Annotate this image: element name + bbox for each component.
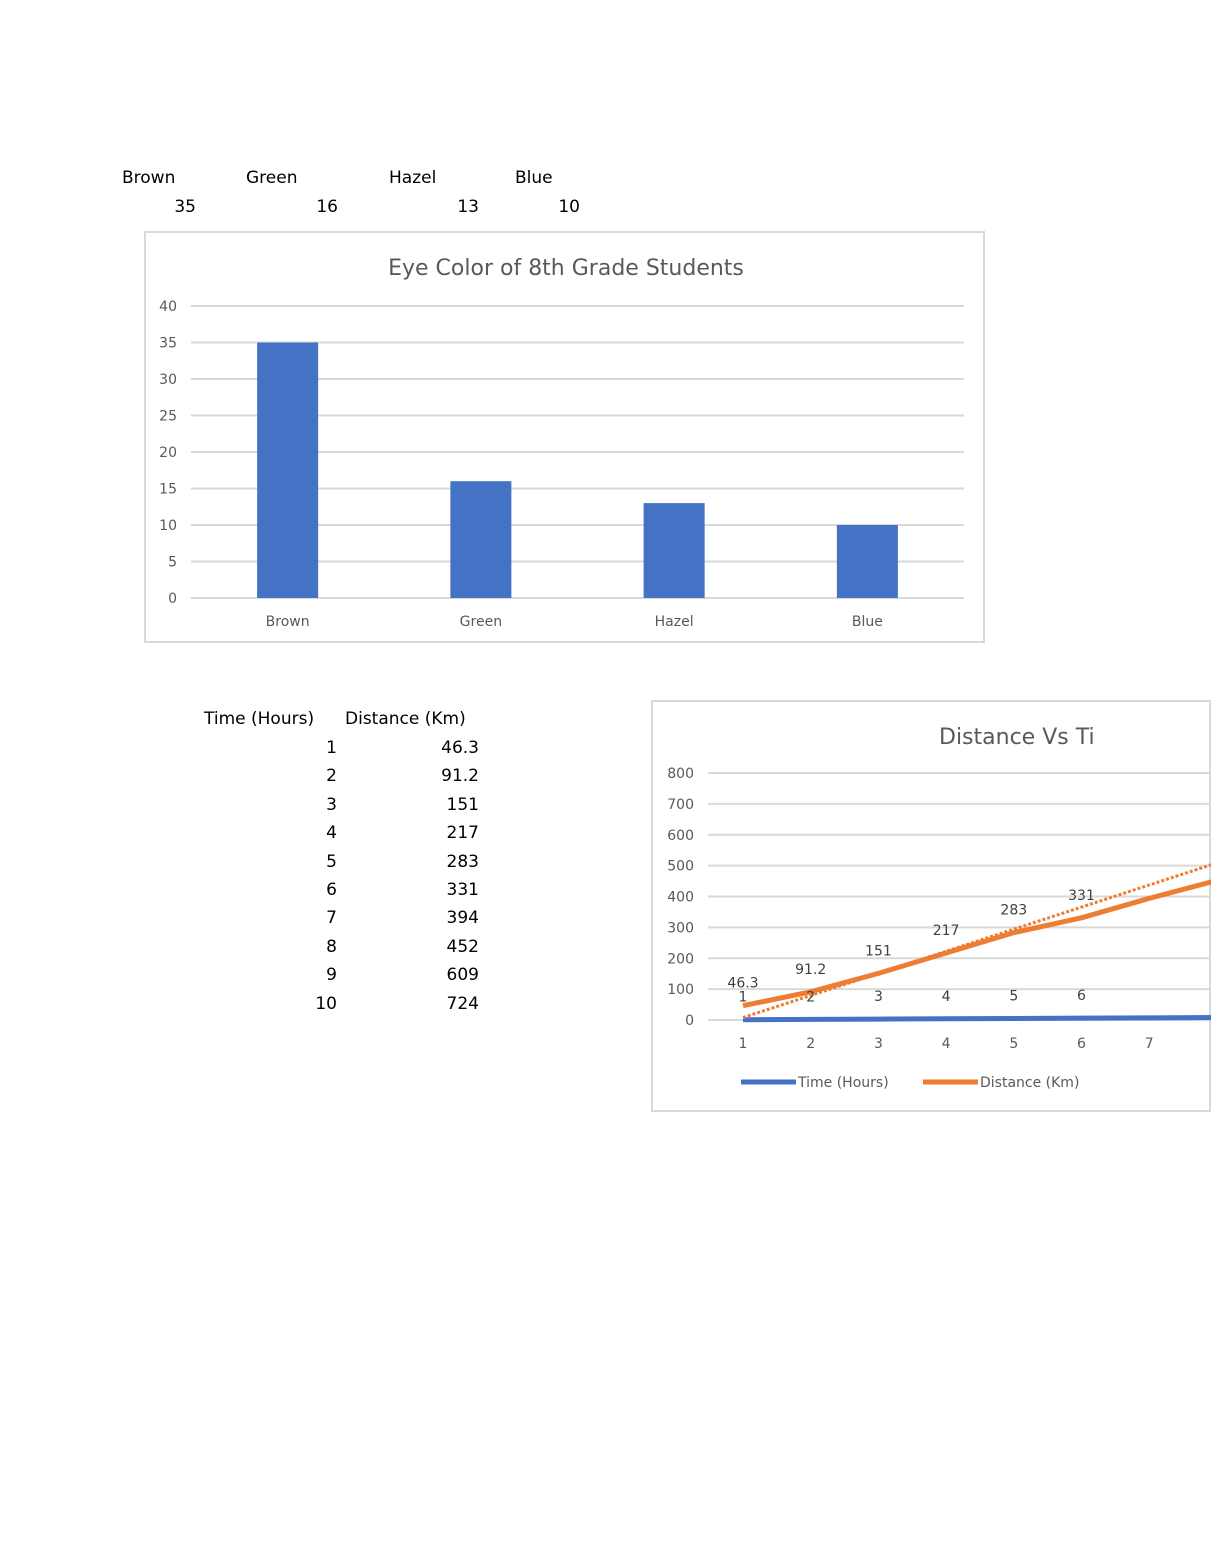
data-label: 46.3 — [727, 975, 759, 992]
data-label: 2 — [806, 989, 816, 1006]
value-hazel: 13 — [457, 197, 479, 217]
value-green: 16 — [316, 197, 338, 217]
distance-cell: 609 — [446, 965, 479, 986]
header-hazel: Hazel — [389, 168, 437, 188]
distance-cell: 331 — [446, 880, 479, 900]
time-cell: 8 — [326, 936, 337, 957]
header-blue: Blue — [515, 168, 553, 188]
value-blue: 10 — [558, 197, 580, 217]
bar-chart-svg — [146, 233, 983, 641]
time-cell: 2 — [326, 766, 337, 787]
y-tick-label: 0 — [168, 591, 177, 607]
distance-cell: 46.3 — [441, 738, 479, 758]
header-distance: Distance (Km) — [345, 709, 466, 729]
bar — [837, 525, 898, 598]
data-label: 3 — [873, 989, 883, 1006]
y-tick-label: 35 — [159, 335, 177, 352]
distance-cell: 283 — [446, 851, 479, 872]
legend-label: Time (Hours) — [798, 1075, 889, 1091]
data-label: 217 — [932, 923, 960, 940]
y-tick-label: 500 — [667, 858, 694, 875]
legend-label: Distance (Km) — [980, 1075, 1080, 1091]
header-green: Green — [246, 168, 298, 188]
bar — [257, 343, 318, 599]
x-tick-label: 2 — [806, 1036, 816, 1052]
line-chart-svg — [653, 702, 1209, 1110]
data-label: 283 — [1000, 902, 1028, 919]
time-cell: 7 — [326, 908, 337, 929]
y-tick-label: 20 — [159, 445, 177, 461]
y-tick-label: 0 — [685, 1013, 694, 1029]
data-label: 331 — [1068, 887, 1095, 904]
x-tick-label: Brown — [265, 614, 310, 630]
data-label: 151 — [865, 943, 892, 960]
time-cell: 4 — [326, 823, 337, 844]
eye-color-chart — [144, 231, 985, 643]
chart-title: Eye Color of 8th Grade Students — [388, 256, 744, 281]
data-label: 91.2 — [795, 961, 827, 978]
chart-title: Distance Vs Ti — [939, 725, 1095, 750]
y-tick-label: 300 — [667, 920, 694, 937]
y-tick-label: 200 — [667, 951, 694, 968]
y-tick-label: 100 — [667, 982, 694, 999]
distance-cell: 394 — [446, 908, 479, 929]
bar — [450, 481, 511, 598]
header-brown: Brown — [122, 168, 176, 188]
x-tick-label: Blue — [851, 614, 883, 630]
data-label: 5 — [1009, 988, 1019, 1005]
data-label: 6 — [1077, 988, 1086, 1005]
y-tick-label: 400 — [667, 889, 694, 906]
time-cell: 1 — [326, 738, 337, 758]
distance-cell: 151 — [446, 794, 479, 815]
data-label: 1 — [738, 989, 748, 1006]
x-tick-label: 6 — [1077, 1036, 1086, 1052]
trendline — [743, 819, 1211, 1018]
time-cell: 3 — [326, 794, 337, 815]
y-tick-label: 600 — [667, 827, 694, 844]
time-cell: 9 — [326, 965, 337, 986]
x-tick-label: Hazel — [654, 614, 694, 630]
y-tick-label: 10 — [159, 518, 177, 534]
distance-cell: 91.2 — [441, 766, 479, 787]
y-tick-label: 40 — [159, 299, 177, 315]
x-tick-label: Green — [459, 614, 503, 630]
distance-cell: 724 — [446, 993, 479, 1014]
y-tick-label: 5 — [168, 554, 177, 571]
bar — [644, 503, 705, 598]
header-time: Time (Hours) — [204, 709, 315, 729]
x-tick-label: 1 — [738, 1036, 748, 1052]
y-tick-label: 30 — [159, 372, 177, 388]
y-tick-label: 700 — [667, 796, 694, 813]
value-brown: 35 — [174, 197, 196, 217]
time-cell: 10 — [315, 993, 337, 1014]
time-cell: 6 — [326, 880, 337, 900]
series-line — [743, 1017, 1211, 1020]
x-tick-label: 7 — [1144, 1036, 1154, 1052]
distance-chart — [651, 700, 1211, 1112]
y-tick-label: 800 — [667, 766, 694, 782]
data-label: 4 — [941, 988, 951, 1005]
distance-cell: 452 — [446, 936, 479, 957]
x-tick-label: 4 — [941, 1036, 951, 1052]
x-tick-label: 5 — [1009, 1036, 1019, 1052]
y-tick-label: 15 — [159, 481, 177, 498]
y-tick-label: 25 — [159, 408, 177, 425]
x-tick-label: 3 — [873, 1036, 883, 1052]
time-cell: 5 — [326, 851, 337, 872]
distance-cell: 217 — [446, 823, 479, 844]
